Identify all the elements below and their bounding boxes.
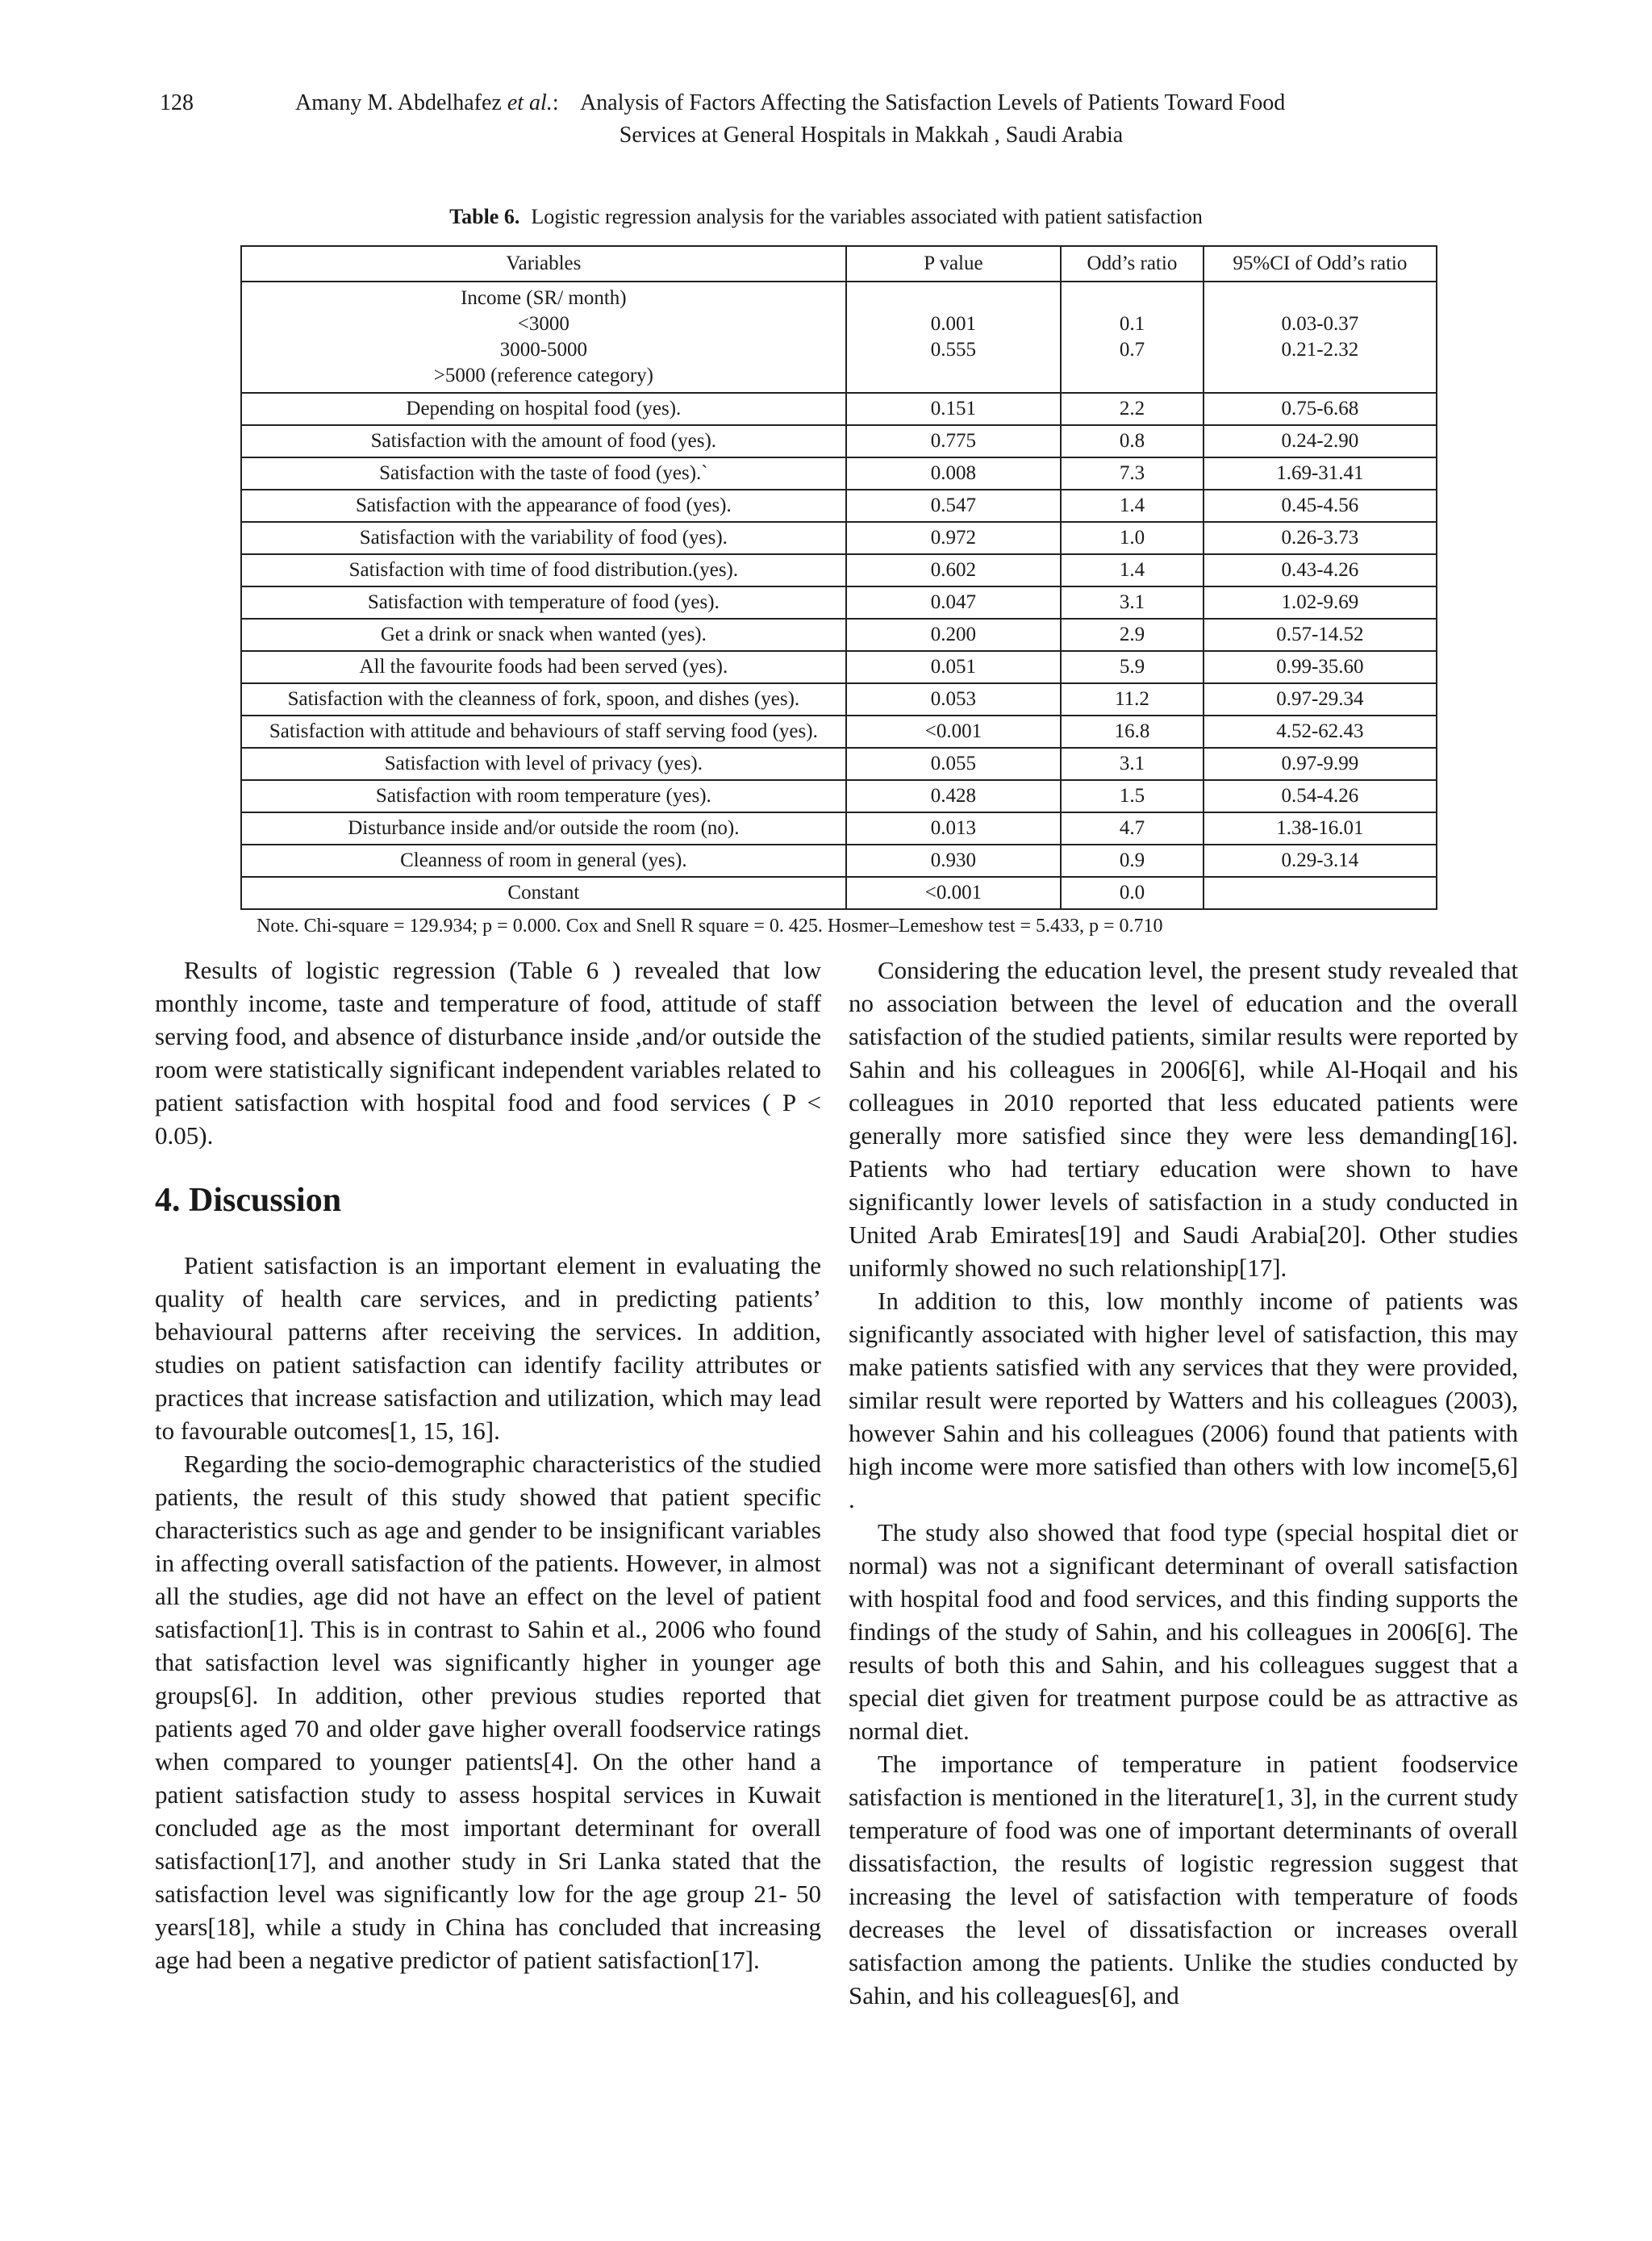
row-odds-ratio: 11.2 [1061,683,1204,716]
running-header [0,90,1652,163]
row-variable: Satisfaction with the appearance of food (yes). [241,490,846,522]
row-p-value: <0.001 [846,877,1061,909]
education-paragraph: Considering the education level, the present study revealed that no association between the level of education and the overall satisfaction of the studied patients, similar results were reported by Sahin and his colleagues in 2006[6], while Al-Hoqail and his colleagues in 2010 reported that less educated patients were generally more satisfied since they were less demanding[16]. Patients who had tertiary education were shown to have significantly lower levels of satisfaction in a study conducted in United Arab Emirates[19] and Saudi Arabia[20]. Other studies uniformly showed no such relationship[17]. [849,956,1518,1282]
row-p-value: 0.428 [846,780,1061,812]
table-row [241,812,1437,845]
header-title-1: Analysis of Factors Affecting the Satisfaction Levels of Patients Toward Food [580,90,1286,115]
row-variable: Get a drink or snack when wanted (yes). [241,619,846,651]
section-heading-discussion: 4. Discussion [155,1182,342,1219]
row-p-value: 0.055 [846,748,1061,780]
table-row [241,716,1437,748]
row-ci: 0.97-29.34 [1204,683,1437,716]
row-variable: Satisfaction with the cleanness of fork, spoon, and dishes (yes). [241,683,846,716]
page-number: 128 [160,90,194,115]
row-ci: 0.45-4.56 [1204,490,1437,522]
table-row [241,457,1437,490]
row-p-value: 0.053 [846,683,1061,716]
discussion-paragraph-2: Regarding the socio-demographic characteristics of the studied patients, the result of this study showed that patient specific characteristics such as age and gender to be insignificant variables in affecting overall satisfaction of the patients. However, in almost all the studies, age did not have an effect on the level of patient satisfaction[1]. This is in contrast to Sahin et al., 2006 who found that satisfaction level was significantly higher in younger age groups[6]. In addition, other previous studies reported that patients aged 70 and older gave higher overall foodservice ratings when compared to younger patients[4]. On the other hand a patient satisfaction study to assess hospital services in Kuwait concluded age as the most important determinant for overall satisfaction[17], and another study in Sri Lanka stated that the satisfaction level was significantly low for the age group 21- 50 years[18], while a study in China has concluded that increasing age had been a negative predictor of patient satisfaction[17]. [155,1450,821,1974]
table-row [241,651,1437,683]
income-gt5000: >5000 (reference category) [433,365,653,386]
row-ci: 0.29-3.14 [1204,845,1437,877]
table-row [241,425,1437,457]
table-row [241,683,1437,716]
row-ci: 0.43-4.26 [1204,554,1437,586]
income-ci-3000-5000: 0.21-2.32 [1281,339,1359,361]
income-p-3000-5000: 0.555 [930,339,977,361]
row-ci: 1.69-31.41 [1204,457,1437,490]
row-ci: 0.97-9.99 [1204,748,1437,780]
table-caption-text: Logistic regression analysis for the variables associated with patient satisfaction [531,205,1203,228]
income-or-3000-5000: 0.7 [1119,339,1145,361]
right-column [849,954,1518,2012]
row-variable: Satisfaction with temperature of food (yes). [241,586,846,619]
row-p-value: 0.775 [846,425,1061,457]
regression-table [240,245,1437,910]
row-variable: All the favourite foods had been served (yes). [241,651,846,683]
table-note: Note. Chi-square = 129.934; p = 0.000. Cox and Snell R square = 0. 425. Hosmer–Lemeshow test = 5.433, p = 0.710 [257,916,1163,937]
discussion-paragraph-1: Patient satisfaction is an important element in evaluating the quality of health care services, and in predicting patients’ behavioural patterns after receiving the services. In addition, studies on patient satisfaction can identify facility attributes or practices that increase satisfaction and utilization, which may lead to favourable outcomes[1, 15, 16]. [155,1251,821,1445]
row-ci: 0.24-2.90 [1204,425,1437,457]
row-odds-ratio: 0.9 [1061,845,1204,877]
table-body [241,282,1437,909]
row-variable: Satisfaction with the taste of food (yes).` [241,457,846,490]
income-p-values [846,282,1061,393]
row-ci: 0.99-35.60 [1204,651,1437,683]
row-odds-ratio: 3.1 [1061,748,1204,780]
row-odds-ratio: 4.7 [1061,812,1204,845]
income-ci-lt3000: 0.03-0.37 [1281,313,1359,335]
row-variable: Satisfaction with attitude and behaviours of staff serving food (yes). [241,716,846,748]
left-column [155,954,821,1976]
row-odds-ratio: 0.0 [1061,877,1204,909]
row-odds-ratio: 7.3 [1061,457,1204,490]
row-ci: 4.52-62.43 [1204,716,1437,748]
row-odds-ratio: 1.4 [1061,554,1204,586]
col-header-odds-ratio: Odd’s ratio [1061,246,1204,282]
col-header-ci: 95%CI of Odd’s ratio [1204,246,1437,282]
table-row [241,845,1437,877]
row-ci [1204,877,1437,909]
table-row [241,780,1437,812]
row-odds-ratio: 16.8 [1061,716,1204,748]
col-header-variables: Variables [241,246,846,282]
income-ci [1204,282,1437,393]
table-row-income [241,282,1437,393]
row-ci: 1.38-16.01 [1204,812,1437,845]
row-p-value: 0.930 [846,845,1061,877]
row-p-value: 0.047 [846,586,1061,619]
income-p-lt3000: 0.001 [930,313,977,335]
col-header-p-value: P value [846,246,1061,282]
temperature-paragraph: The importance of temperature in patient foodservice satisfaction is mentioned in the literature[1, 3], in the current study temperature of food was one of important determinants of overall dissatisfaction, the results of logistic regression suggest that increasing the level of satisfaction with temperature of foods decreases the level of dissatisfaction or increases overall satisfaction among the patients. Unlike the studies conducted by Sahin, and his colleagues[6], and [849,1750,1518,2009]
table-label: Table 6. [449,205,520,228]
table-row [241,877,1437,909]
row-variable: Cleanness of room in general (yes). [241,845,846,877]
income-odds-ratios [1061,282,1204,393]
row-p-value: <0.001 [846,716,1061,748]
table-row [241,393,1437,425]
row-p-value: 0.151 [846,393,1061,425]
table-row [241,748,1437,780]
row-p-value: 0.051 [846,651,1061,683]
income-3000-5000: 3000-5000 [499,339,588,361]
table-row [241,522,1437,554]
row-variable: Satisfaction with the amount of food (yes). [241,425,846,457]
header-title-line1: Amany M. Abdelhafez et al.: Analysis of Factors Affecting the Satisfaction Levels of Patients Toward Food [295,90,1286,115]
income-or-lt3000: 0.1 [1119,313,1145,335]
row-odds-ratio: 2.9 [1061,619,1204,651]
row-variable: Satisfaction with room temperature (yes). [241,780,846,812]
table-row [241,490,1437,522]
header-title-line2: Services at General Hospitals in Makkah , Saudi Arabia [619,123,1124,148]
row-p-value: 0.602 [846,554,1061,586]
row-odds-ratio: 2.2 [1061,393,1204,425]
table-row [241,586,1437,619]
row-p-value: 0.972 [846,522,1061,554]
table-caption [0,205,1652,229]
row-variable: Constant [241,877,846,909]
table-row [241,619,1437,651]
results-paragraph: Results of logistic regression (Table 6 ) revealed that low monthly income, taste and temperature of food, attitude of staff serving food, and absence of disturbance inside ,and/or outside the room were statistically significant independent variables related to patient satisfaction with hospital food and food services ( P < 0.05). [155,956,821,1150]
row-variable: Satisfaction with time of food distribution.(yes). [241,554,846,586]
row-ci: 0.26-3.73 [1204,522,1437,554]
income-variables [241,282,846,393]
row-ci: 0.54-4.26 [1204,780,1437,812]
income-label: Income (SR/ month) [461,287,627,309]
header-authors: Amany M. Abdelhafez [295,90,502,115]
row-odds-ratio: 0.8 [1061,425,1204,457]
row-variable: Satisfaction with level of privacy (yes). [241,748,846,780]
row-p-value: 0.013 [846,812,1061,845]
table-row [241,554,1437,586]
row-odds-ratio: 5.9 [1061,651,1204,683]
row-ci: 1.02-9.69 [1204,586,1437,619]
row-variable: Satisfaction with the variability of food (yes). [241,522,846,554]
row-odds-ratio: 1.4 [1061,490,1204,522]
income-lt3000: <3000 [517,313,569,335]
row-ci: 0.57-14.52 [1204,619,1437,651]
row-p-value: 0.547 [846,490,1061,522]
row-p-value: 0.200 [846,619,1061,651]
row-odds-ratio: 1.0 [1061,522,1204,554]
row-variable: Disturbance inside and/or outside the room (no). [241,812,846,845]
row-p-value: 0.008 [846,457,1061,490]
food-type-paragraph: The study also showed that food type (special hospital diet or normal) was not a significant determinant of overall satisfaction with hospital food and food services, and this finding supports the findings of the study of Sahin, and his colleagues in 2006[6]. The results of both this and Sahin, and his colleagues suggest that a special diet given for treatment purpose could be as attractive as normal diet. [849,1518,1518,1745]
row-ci: 0.75-6.68 [1204,393,1437,425]
row-variable: Depending on hospital food (yes). [241,393,846,425]
table-header-row [241,246,1437,282]
header-etal: et al. [507,90,553,115]
row-odds-ratio: 3.1 [1061,586,1204,619]
income-paragraph: In addition to this, low monthly income of patients was significantly associated with higher level of satisfaction, this may make patients satisfied with any services that they were provided, similar result were reported by Watters and his colleagues (2003), however Sahin and his colleagues (2006) found that patients with high income were more satisfied than others with low income[5,6] . [849,1287,1518,1513]
row-odds-ratio: 1.5 [1061,780,1204,812]
